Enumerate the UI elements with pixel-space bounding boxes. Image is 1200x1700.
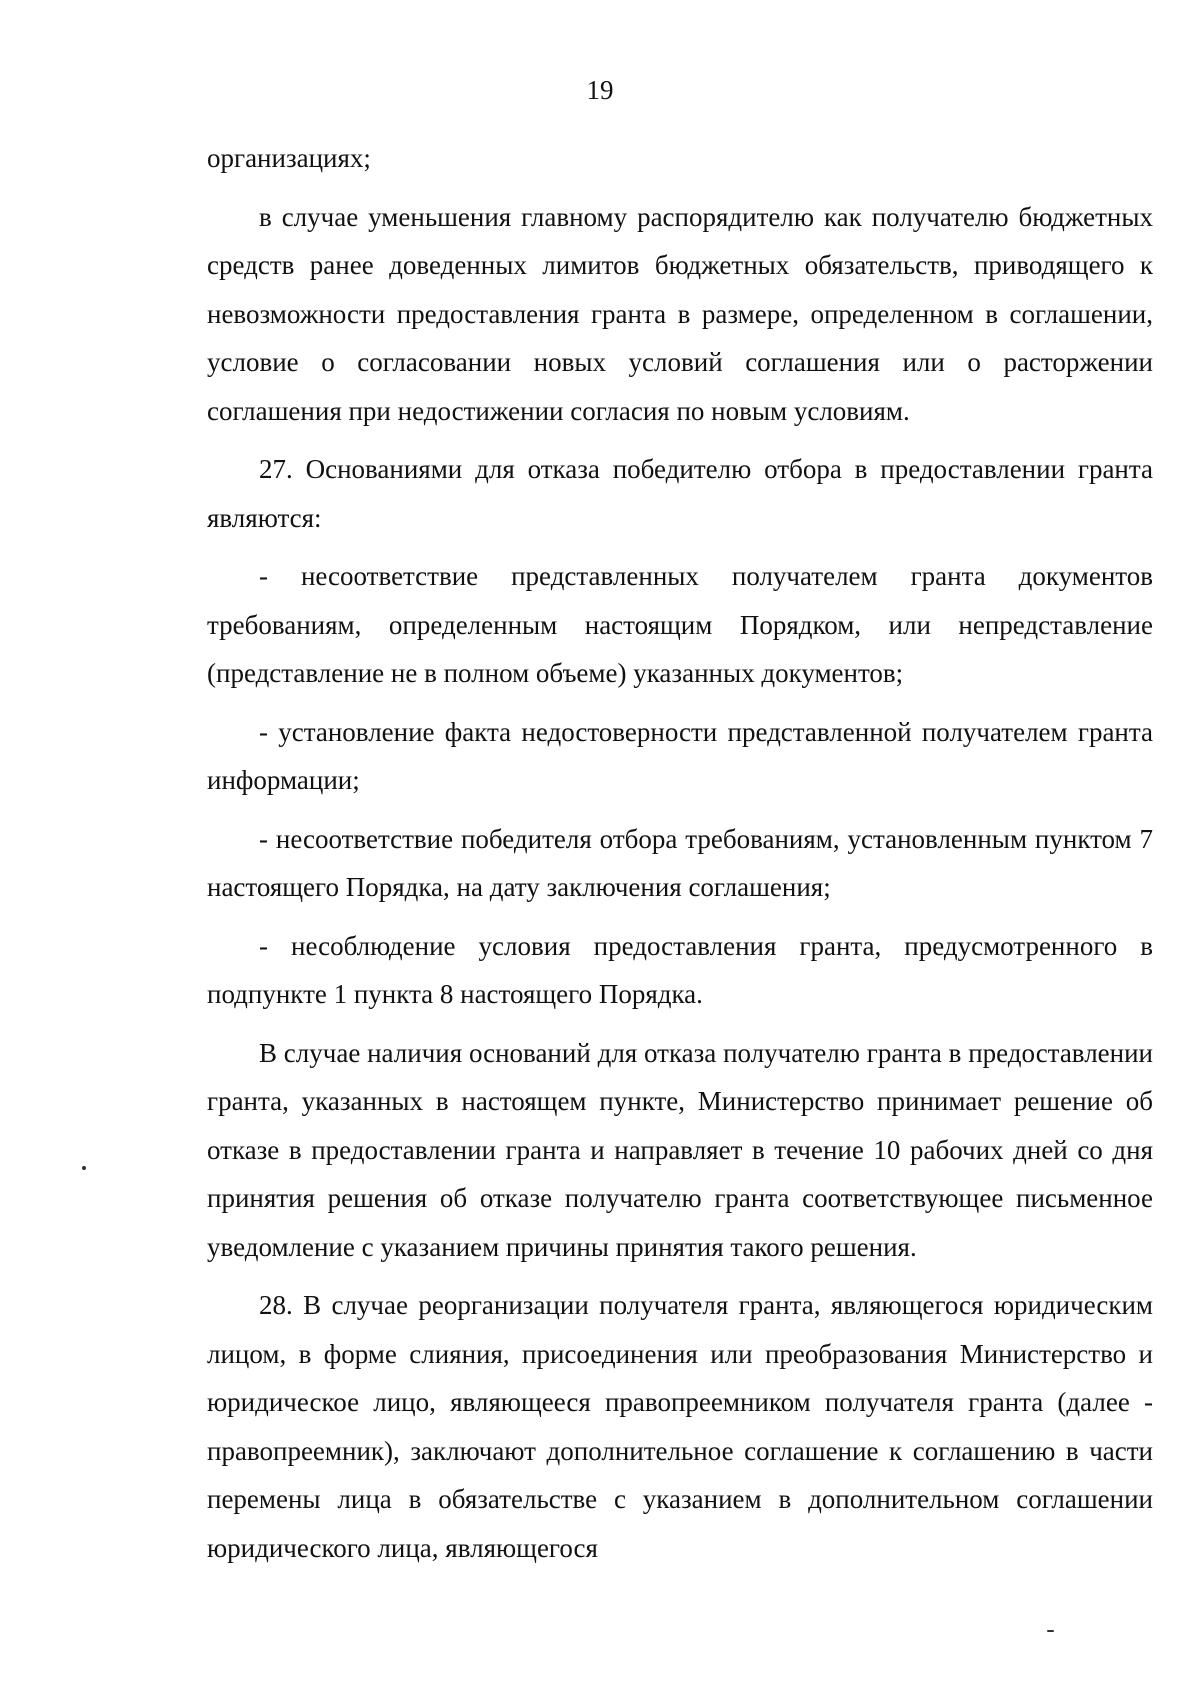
paragraph-budget-reduction: в случае уменьшения главному распорядителю как получателю бюджетных средств ранее доведенных лимитов бюджетных обязательств, приводящего к невозможности предоставления гранта в размере, определенном в соглашении, условие о согласовании новых условий соглашения или о расторжении соглашения при недостижении согласия по новым условиям. [207,201,1153,426]
scan-speck [82,1166,86,1170]
scan-speck [1047,1630,1054,1632]
paragraph-27-heading: 27. Основаниями для отказа победителю отбора в предоставлении гранта являются: [207,454,1153,533]
list-item-requirements: - несоответствие победителя отбора требованиям, установленным пунктом 7 настоящего Порядка, на дату заключения соглашения; [207,823,1153,902]
document-body [207,134,1153,1582]
paragraph-refusal-decision: В случае наличия оснований для отказа получателю гранта в предоставлении гранта, указанных в настоящем пункте, Министерство принимает решение об отказе в предоставлении гранта и направляет в течение 10 рабочих дней со дня принятия решения об отказе получателю гранта соответствующее письменное уведомление с указанием причины принятия такого решения. [207,1037,1153,1262]
paragraph-28-reorganization: 28. В случае реорганизации получателя гранта, являющегося юридическим лицом, в форме слияния, присоединения или преобразования Министерство и юридическое лицо, являющееся правопреемником получателя гранта (далее - правопреемник), заключают дополнительное соглашение к соглашению в части перемены лица в обязательстве с указанием в дополнительном соглашении юридического лица, являющегося [207,1290,1153,1563]
paragraph-continuation: организациях; [207,143,371,173]
list-item-conditions: - несоблюдение условия предоставления гранта, предусмотренного в подпункте 1 пункта 8 настоящего Порядка. [207,930,1153,1009]
page-number: 19 [586,75,614,105]
list-item-documents: - несоответствие представленных получателем гранта документов требованиям, определенным настоящим Порядком, или непредставление (представление не в полном объеме) указанных документов; [207,561,1153,688]
list-item-unreliable-info: - установление факта недостоверности представленной получателем гранта информации; [207,716,1153,795]
